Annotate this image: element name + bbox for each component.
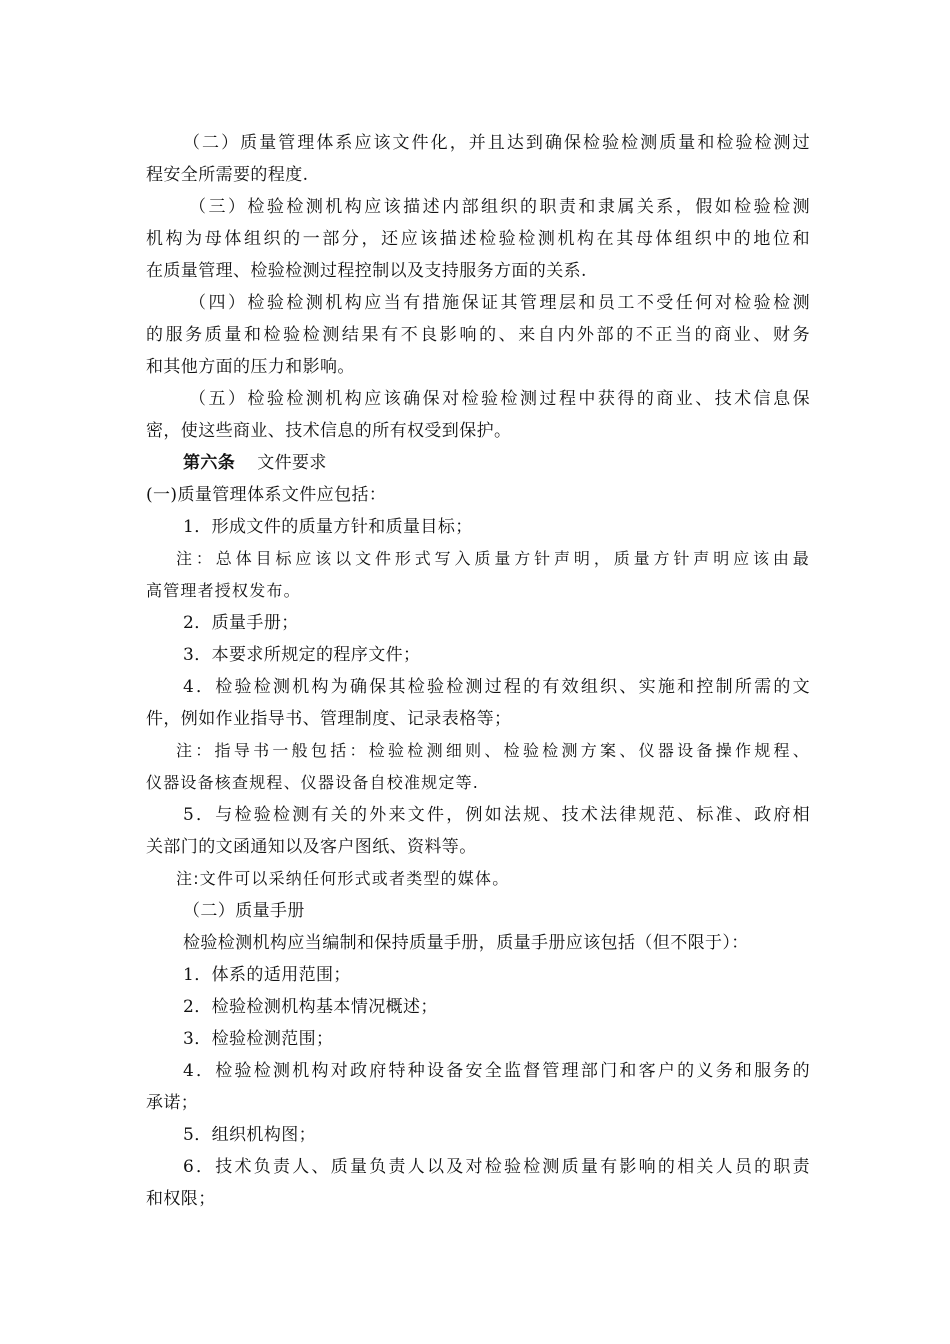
- list-item-continuation: 承诺；: [146, 1093, 199, 1113]
- note-line: 注：总体目标应该以文件形式写入质量方针声明，质量方针声明应该由最: [176, 549, 810, 568]
- list-item: 4．检验检测机构对政府特种设备安全监督管理部门和客户的义务和服务的: [183, 1061, 810, 1081]
- list-item: 6．技术负责人、质量负责人以及对检验检测质量有影响的相关人员的职责: [183, 1157, 810, 1177]
- list-item-continuation: 关部门的文函通知以及客户图纸、资料等。: [146, 837, 477, 857]
- list-item: 5．组织机构图；: [183, 1125, 317, 1145]
- paragraph-line: 在质量管理、检验检测过程控制以及支持服务方面的关系.: [146, 261, 587, 281]
- paragraph-line: 的服务质量和检验检测结果有不良影响的、来自内外部的不正当的商业、财务: [146, 325, 810, 345]
- list-item: 4．检验检测机构为确保其检验检测过程的有效组织、实施和控制所需的文: [183, 677, 810, 697]
- paragraph-line: （三）检验检测机构应该描述内部组织的职责和隶属关系，假如检验检测: [189, 197, 810, 217]
- note-line: 注:文件可以采纳任何形式或者类型的媒体。: [176, 869, 510, 888]
- article-number: 第六条: [183, 453, 236, 473]
- paragraph-line: （五）检验检测机构应该确保对检验检测过程中获得的商业、技术信息保: [189, 389, 810, 409]
- paragraph-line: 程安全所需要的程度.: [146, 165, 309, 185]
- note-line: 高管理者授权发布。: [146, 581, 301, 600]
- list-item: 2．检验检测机构基本情况概述；: [183, 997, 438, 1017]
- paragraph-line: 检验检测机构应当编制和保持质量手册，质量手册应该包括（但不限于）：: [183, 933, 749, 953]
- subsection-heading: （二）质量手册: [183, 901, 305, 921]
- list-item: 1．体系的适用范围；: [183, 965, 351, 985]
- list-item: 1．形成文件的质量方针和质量目标；: [183, 517, 473, 537]
- list-item: 5．与检验检测有关的外来文件，例如法规、技术法律规范、标准、政府相: [183, 805, 810, 825]
- paragraph-line: 密，使这些商业、技术信息的所有权受到保护。: [146, 421, 512, 441]
- note-line: 注：指导书一般包括：检验检测细则、检验检测方案、仪器设备操作规程、: [176, 741, 810, 760]
- article-title: 文件要求: [257, 453, 327, 473]
- paragraph-line: （二）质量管理体系应该文件化，并且达到确保检验检测质量和检验检测过: [183, 133, 810, 153]
- list-item-continuation: 和权限；: [146, 1189, 216, 1209]
- paragraph-line: (一)质量管理体系文件应包括：: [146, 485, 387, 505]
- section-heading: [183, 453, 810, 473]
- list-item: 3．检验检测范围；: [183, 1029, 334, 1049]
- paragraph-line: 机构为母体组织的一部分，还应该描述检验检测机构在其母体组织中的地位和: [146, 229, 810, 249]
- paragraph-line: （四）检验检测机构应当有措施保证其管理层和员工不受任何对检验检测: [189, 293, 810, 313]
- list-item-continuation: 件，例如作业指导书、管理制度、记录表格等；: [146, 709, 512, 729]
- list-item: 2．质量手册；: [183, 613, 299, 633]
- paragraph-line: 和其他方面的压力和影响。: [146, 357, 355, 377]
- note-line: 仪器设备核查规程、仪器设备自校准规定等.: [146, 773, 480, 792]
- list-item: 3．本要求所规定的程序文件；: [183, 645, 421, 665]
